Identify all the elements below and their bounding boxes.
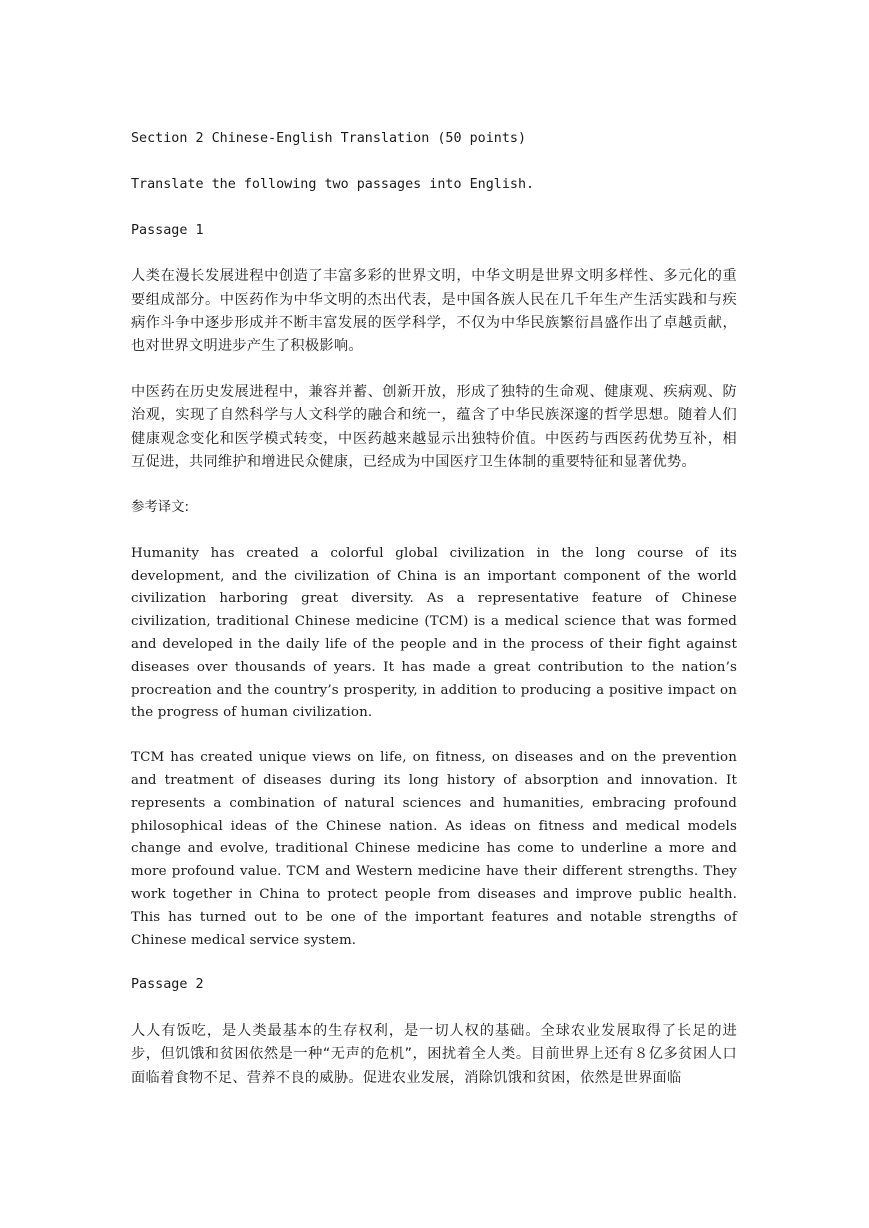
reference-translation-label: 参考译文:	[131, 500, 190, 516]
passage-2-label: Passage 2	[131, 977, 204, 993]
passage-2-paragraph-1: 人人有饭吃，是人类最基本的生存权利，是一切人权的基础。全球农业发展取得了长足的进步，但饥饿和贫困依然是一种“无声的危机”，困扰着全人类。目前世界上还有８亿多贫困人口面临着食物不足、营养不良的威胁。促进农业发展，消除饥饿和贫困，依然是世界面临	[131, 1023, 737, 1086]
translation-paragraph-2: TCM has created unique views on life, on fitness, on diseases and on the prevention and treatment of diseases during its long history of absorption and innovation. It represents a combination of natural sciences and humanities, embracing profound philosophical ideas of the Chinese nation. As ideas on fitness and medical models change and evolve, traditional Chinese medicine has come to underline a more and more profound value. TCM and Western medicine have their different strengths. They work together in China to protect people from diseases and improve public health. This has turned out to be one of the important features and notable strengths of Chinese medical service system.	[131, 750, 737, 948]
passage-1-label: Passage 1	[131, 222, 204, 238]
passage-1-paragraph-2: 中医药在历史发展进程中，兼容并蓄、创新开放，形成了独特的生命观、健康观、疾病观、防治观，实现了自然科学与人文科学的融合和统一，蕴含了中华民族深邃的哲学思想。随着人们健康观念变化和医学模式转变，中医药越来越显示出独特价值。中医药与西医药优势互补，相互促进，共同维护和增进民众健康，已经成为中国医疗卫生体制的重要特征和显著优势。	[131, 384, 737, 470]
translation-paragraph-1: Humanity has created a colorful global civilization in the long course of its development, and the civilization of China is an important component of the world civilization harboring great diversity. As a representative feature of Chinese civilization, traditional Chinese medicine (TCM) is a medical science that was formed and developed in the daily life of the people and in the process of their fight against diseases over thousands of years. It has made a great contribution to the nation’s procreation and the country’s prosperity, in addition to producing a positive impact on the progress of human civilization.	[131, 545, 737, 721]
section-title: Section 2 Chinese-English Translation (50 points)	[131, 131, 527, 146]
document-page	[131, 128, 737, 1113]
instruction-text: Translate the following two passages into English.	[131, 176, 535, 192]
passage-1-paragraph-1: 人类在漫长发展进程中创造了丰富多彩的世界文明，中华文明是世界文明多样性、多元化的重要组成部分。中医药作为中华文明的杰出代表，是中国各族人民在几千年生产生活实践和与疾病作斗争中逐步形成并不断丰富发展的医学科学，不仅为中华民族繁衍昌盛作出了卓越贡献，也对世界文明进步产生了积极影响。	[131, 268, 737, 354]
